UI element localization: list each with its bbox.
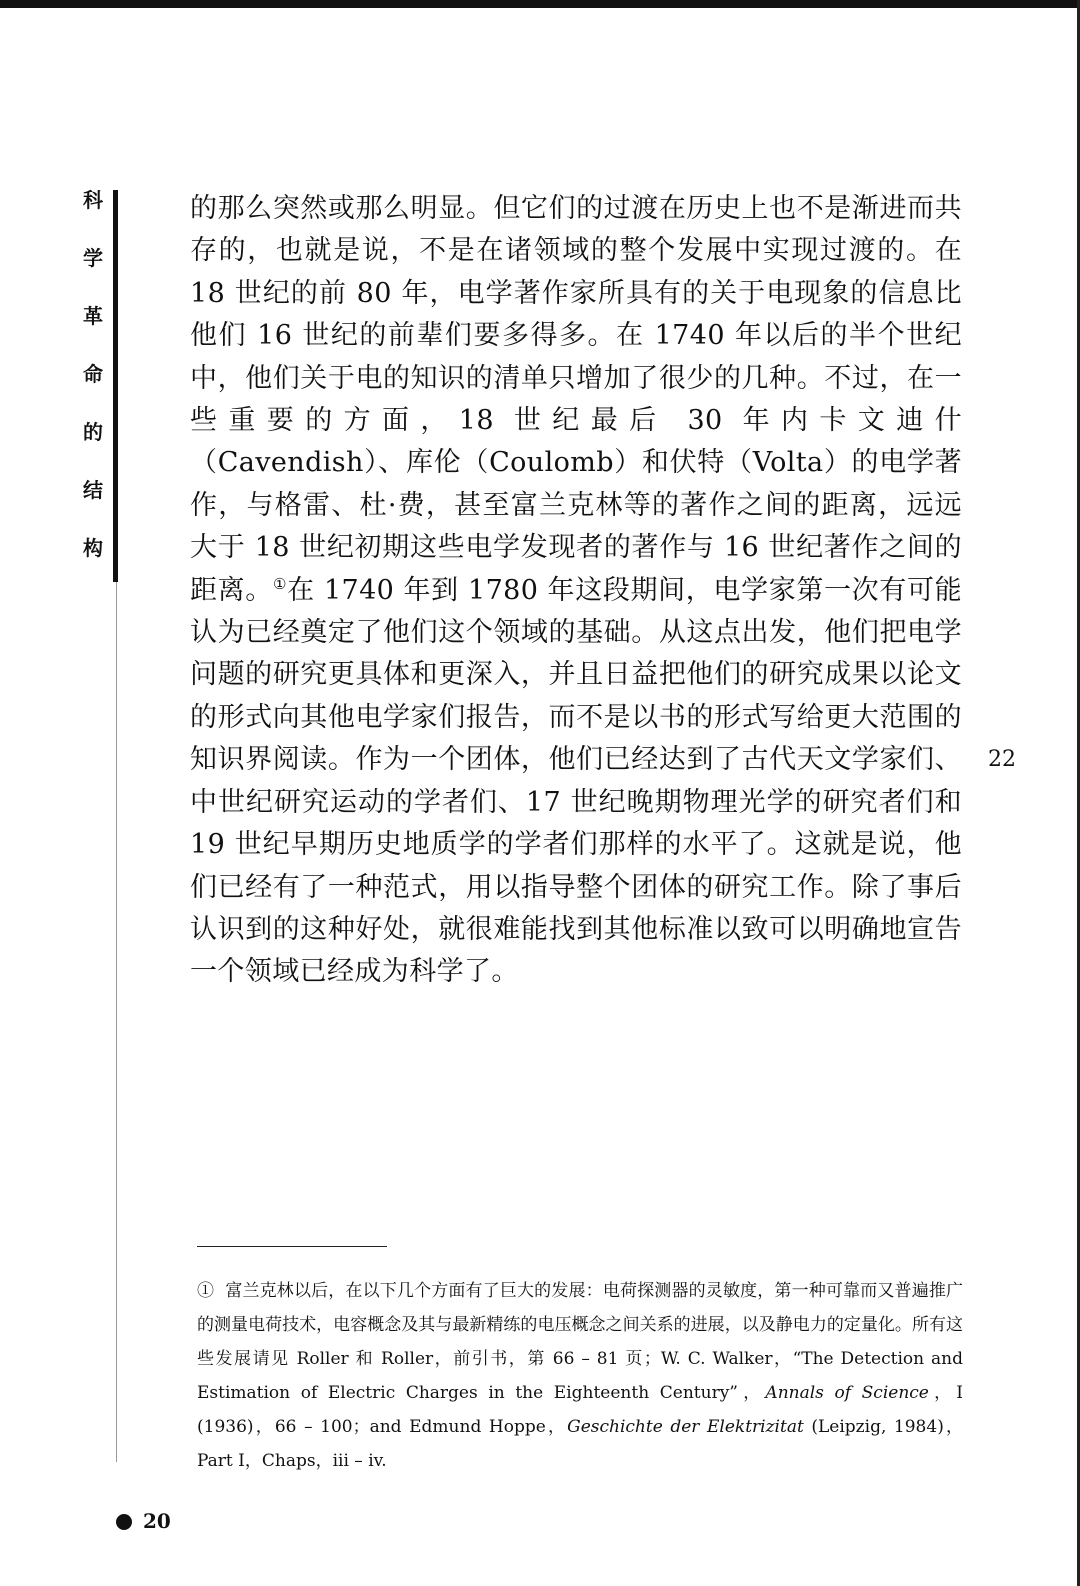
footnote-journal-title: Annals of Science: [765, 1383, 929, 1403]
title-char: 构: [83, 536, 103, 560]
running-book-title: [78, 190, 108, 596]
footnote: [197, 1274, 963, 1478]
body-text-part2: 在 1740 年到 1780 年这段期间，电学家第一次有可能认为已经奠定了他们这个领域的基础。从这点出发，他们把电学问题的研究更具体和更深入，并且日益把他们的研究成果以论文的形式向其他电学家们报告，而不是以书的形式写给更大范围的知识界阅读。作为一个团体，他们已经达到了古代天文学家们、中世纪研究运动的学者们、17 世纪晚期物理光学的研究者们和 19 世纪早期历史地质学的学者们那样的水平了。这就是说，他们已经有了一种范式，用以指导整个团体的研究工作。除了事后认识到的这种好处，就很难能找到其他标准以致可以明确地宣告一个领域已经成为科学了。: [190, 574, 963, 988]
footnote-marker: ①: [197, 1281, 215, 1301]
footnote-reference[interactable]: ①: [272, 574, 288, 593]
footnote-text: ，I (1936)，66 – 100；and Edmund Hoppe，: [197, 1383, 964, 1437]
title-char: 学: [83, 246, 103, 270]
footnote-divider: [197, 1246, 387, 1247]
original-page-reference: 22: [988, 747, 1016, 772]
page-number: 20: [143, 1509, 171, 1533]
page-number-bullet-icon: [116, 1514, 132, 1530]
side-title-bar: [113, 190, 118, 582]
footnote-book-title: Geschichte der Elektrizitat: [567, 1417, 804, 1437]
footnote-text: (Leipzig, 1984)，Part I，Chaps，iii – iv.: [197, 1417, 963, 1471]
title-char: 命: [83, 362, 103, 386]
body-paragraph: [190, 188, 962, 994]
body-text-part1: 的那么突然或那么明显。但它们的过渡在历史上也不是渐进而共存的，也就是说，不是在诸领域的整个发展中实现过渡的。在 18 世纪的前 80 年，电学著作家所具有的关于电现象的信息比他们 16 世纪的前辈们要多得多。在 1740 年以后的半个世纪中，他们关于电的知识的清单只增加了很少的几种。不过，在一些重要的方面，18 世纪最后 30 年内卡文迪什（Cavendish）、库伦（Coulomb）和伏特（Volta）的电学著作，与格雷、杜·费，甚至富兰克林等的著作之间的距离，远远大于 18 世纪初期这些电学发现者的著作与 16 世纪著作之间的距离。: [190, 193, 962, 606]
title-char: 科: [83, 188, 103, 212]
title-char: 结: [83, 478, 103, 502]
side-margin-line: [116, 582, 117, 1462]
title-char: 革: [83, 304, 103, 328]
title-char: 的: [83, 420, 103, 444]
footnote-text: 富兰克林以后，在以下几个方面有了巨大的发展：电荷探测器的灵敏度，第一种可靠而又普遍推广的测量电荷技术，电容概念及其与最新精练的电压概念之间关系的进展，以及静电力的定量化。所有这些发展请见 Roller 和 Roller，前引书，第 66 – 81 页；W. C. Walker，“The Detection and Estimation of Electric Charges in the Eighteenth Century”，: [197, 1281, 964, 1403]
top-border: [0, 0, 1080, 8]
